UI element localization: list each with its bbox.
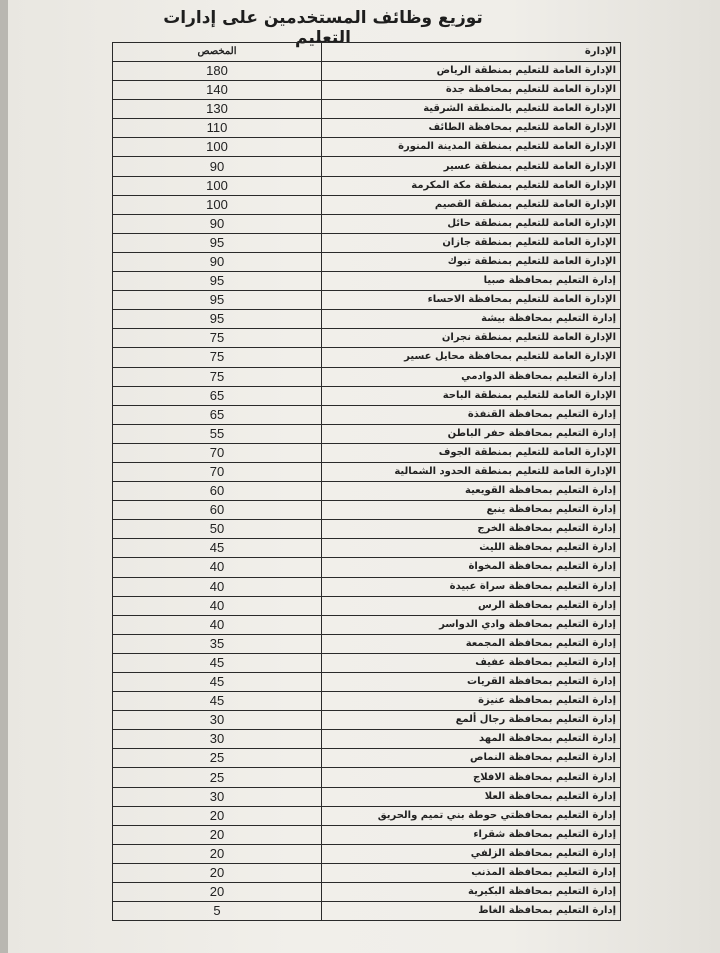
administration-cell: الإدارة العامة للتعليم بمنطقة نجران: [322, 329, 621, 348]
document-page: [8, 0, 720, 953]
administration-cell: إدارة التعليم بمحافظة الزلفي: [322, 844, 621, 863]
administration-cell: إدارة التعليم بمحافظة القنفذة: [322, 405, 621, 424]
table-row: [113, 100, 621, 119]
allocation-cell: 60: [113, 501, 322, 520]
administration-cell: إدارة التعليم بمحافظة وادي الدواسر: [322, 615, 621, 634]
administration-cell: الإدارة العامة للتعليم بمحافظة الاحساء: [322, 291, 621, 310]
administration-cell: إدارة التعليم بمحافظة بيشة: [322, 310, 621, 329]
administration-cell: الإدارة العامة للتعليم بمنطقة المدينة المنورة: [322, 138, 621, 157]
table-row: [113, 252, 621, 271]
administration-cell: إدارة التعليم بمحافظة الخرج: [322, 520, 621, 539]
allocation-cell: 75: [113, 348, 322, 367]
administration-cell: إدارة التعليم بمحافظة الرس: [322, 596, 621, 615]
allocation-cell: 110: [113, 119, 322, 138]
allocation-cell: 60: [113, 482, 322, 501]
administration-cell: الإدارة العامة للتعليم بمنطقة تبوك: [322, 252, 621, 271]
allocation-cell: 45: [113, 539, 322, 558]
table-row: [113, 233, 621, 252]
administration-cell: إدارة التعليم بمحافظة شقراء: [322, 825, 621, 844]
allocation-table: [112, 42, 621, 921]
table-row: [113, 749, 621, 768]
administration-cell: إدارة التعليم بمحافظة الافلاج: [322, 768, 621, 787]
table-row: [113, 214, 621, 233]
table-row: [113, 443, 621, 462]
table-row: [113, 711, 621, 730]
table-row: [113, 787, 621, 806]
table-row: [113, 730, 621, 749]
table-row: [113, 291, 621, 310]
allocation-cell: 100: [113, 195, 322, 214]
administration-cell: إدارة التعليم بمحافظة رجال ألمع: [322, 711, 621, 730]
administration-cell: إدارة التعليم بمحافظة الدوادمي: [322, 367, 621, 386]
table-row: [113, 501, 621, 520]
allocation-cell: 70: [113, 443, 322, 462]
allocation-cell: 65: [113, 386, 322, 405]
allocation-cell: 90: [113, 252, 322, 271]
administration-cell: الإدارة العامة للتعليم بمنطقة جازان: [322, 233, 621, 252]
allocation-cell: 40: [113, 615, 322, 634]
administration-cell: إدارة التعليم بمحافظة الغاط: [322, 902, 621, 921]
table-row: [113, 558, 621, 577]
administration-cell: إدارة التعليم بمحافظة العلا: [322, 787, 621, 806]
table-row: [113, 119, 621, 138]
header-administration: الإدارة: [322, 43, 621, 62]
administration-cell: إدارة التعليم بمحافظة المجمعة: [322, 634, 621, 653]
table-row: [113, 81, 621, 100]
table-row: [113, 539, 621, 558]
allocation-cell: 20: [113, 825, 322, 844]
table-row: [113, 367, 621, 386]
administration-cell: الإدارة العامة للتعليم بمنطقة الرياض: [322, 62, 621, 81]
administration-cell: الإدارة العامة للتعليم بمنطقة حائل: [322, 214, 621, 233]
document-title: توزيع وظائف المستخدمين على إدارات التعليم: [163, 8, 483, 48]
allocation-cell: 30: [113, 787, 322, 806]
table-row: [113, 405, 621, 424]
allocation-cell: 65: [113, 405, 322, 424]
allocation-cell: 45: [113, 653, 322, 672]
table-row: [113, 577, 621, 596]
allocation-cell: 70: [113, 462, 322, 481]
administration-cell: إدارة التعليم بمحافظتي حوطة بني تميم والحريق: [322, 806, 621, 825]
administration-cell: الإدارة العامة للتعليم بمحافظة الطائف: [322, 119, 621, 138]
header-allocation: المخصص: [113, 43, 322, 62]
table-row: [113, 329, 621, 348]
table-row: [113, 520, 621, 539]
table-row: [113, 157, 621, 176]
table-row: [113, 768, 621, 787]
allocation-cell: 100: [113, 138, 322, 157]
allocation-cell: 95: [113, 272, 322, 291]
table-row: [113, 348, 621, 367]
table-row: [113, 462, 621, 481]
allocation-cell: 50: [113, 520, 322, 539]
administration-cell: إدارة التعليم بمحافظة صبيا: [322, 272, 621, 291]
administration-cell: الإدارة العامة للتعليم بمحافظة محايل عسير: [322, 348, 621, 367]
allocation-cell: 40: [113, 596, 322, 615]
allocation-cell: 25: [113, 749, 322, 768]
table-row: [113, 596, 621, 615]
table-row: [113, 386, 621, 405]
table-row: [113, 138, 621, 157]
allocation-cell: 30: [113, 730, 322, 749]
administration-cell: إدارة التعليم بمحافظة القريات: [322, 673, 621, 692]
table-row: [113, 863, 621, 882]
table-row: [113, 634, 621, 653]
administration-cell: إدارة التعليم بمحافظة سراة عبيدة: [322, 577, 621, 596]
table-row: [113, 176, 621, 195]
allocation-cell: 5: [113, 902, 322, 921]
administration-cell: الإدارة العامة للتعليم بمنطقة عسير: [322, 157, 621, 176]
table-row: [113, 482, 621, 501]
administration-cell: إدارة التعليم بمحافظة المذنب: [322, 863, 621, 882]
allocation-cell: 35: [113, 634, 322, 653]
administration-cell: الإدارة العامة للتعليم بمحافظة جدة: [322, 81, 621, 100]
table-row: [113, 615, 621, 634]
allocation-cell: 40: [113, 577, 322, 596]
table-row: [113, 844, 621, 863]
table-row: [113, 806, 621, 825]
administration-cell: الإدارة العامة للتعليم بمنطقة الحدود الشمالية: [322, 462, 621, 481]
allocation-cell: 30: [113, 711, 322, 730]
table-row: [113, 272, 621, 291]
allocation-cell: 140: [113, 81, 322, 100]
administration-cell: إدارة التعليم بمحافظة عفيف: [322, 653, 621, 672]
table-row: [113, 883, 621, 902]
allocation-cell: 95: [113, 291, 322, 310]
administration-cell: الإدارة العامة للتعليم بمنطقة القصيم: [322, 195, 621, 214]
allocation-cell: 25: [113, 768, 322, 787]
allocation-cell: 20: [113, 806, 322, 825]
allocation-cell: 75: [113, 367, 322, 386]
table-row: [113, 195, 621, 214]
allocation-cell: 95: [113, 310, 322, 329]
allocation-cell: 20: [113, 863, 322, 882]
allocation-cell: 130: [113, 100, 322, 119]
table-body: [113, 62, 621, 921]
table-row: [113, 310, 621, 329]
administration-cell: إدارة التعليم بمحافظة عنيزة: [322, 692, 621, 711]
allocation-cell: 55: [113, 424, 322, 443]
table-row: [113, 673, 621, 692]
table-row: [113, 825, 621, 844]
administration-cell: إدارة التعليم بمحافظة المهد: [322, 730, 621, 749]
administration-cell: إدارة التعليم بمحافظة المخواة: [322, 558, 621, 577]
allocation-cell: 45: [113, 692, 322, 711]
administration-cell: إدارة التعليم بمحافظة البكيرية: [322, 883, 621, 902]
table-header-row: [113, 43, 621, 62]
administration-cell: إدارة التعليم بمحافظة النماص: [322, 749, 621, 768]
administration-cell: الإدارة العامة للتعليم بالمنطقة الشرقية: [322, 100, 621, 119]
allocation-cell: 90: [113, 214, 322, 233]
table-row: [113, 62, 621, 81]
allocation-cell: 90: [113, 157, 322, 176]
administration-cell: الإدارة العامة للتعليم بمنطقة مكة المكرمة: [322, 176, 621, 195]
allocation-cell: 180: [113, 62, 322, 81]
administration-cell: الإدارة العامة للتعليم بمنطقة الباحة: [322, 386, 621, 405]
administration-cell: إدارة التعليم بمحافظة حفر الباطن: [322, 424, 621, 443]
allocation-cell: 45: [113, 673, 322, 692]
allocation-cell: 75: [113, 329, 322, 348]
allocation-cell: 100: [113, 176, 322, 195]
table-row: [113, 902, 621, 921]
allocation-cell: 40: [113, 558, 322, 577]
administration-cell: الإدارة العامة للتعليم بمنطقة الجوف: [322, 443, 621, 462]
administration-cell: إدارة التعليم بمحافظة الليث: [322, 539, 621, 558]
allocation-cell: 20: [113, 883, 322, 902]
table-row: [113, 692, 621, 711]
allocation-cell: 95: [113, 233, 322, 252]
administration-cell: إدارة التعليم بمحافظة القويعية: [322, 482, 621, 501]
table-row: [113, 424, 621, 443]
administration-cell: إدارة التعليم بمحافظة ينبع: [322, 501, 621, 520]
table-row: [113, 653, 621, 672]
allocation-cell: 20: [113, 844, 322, 863]
